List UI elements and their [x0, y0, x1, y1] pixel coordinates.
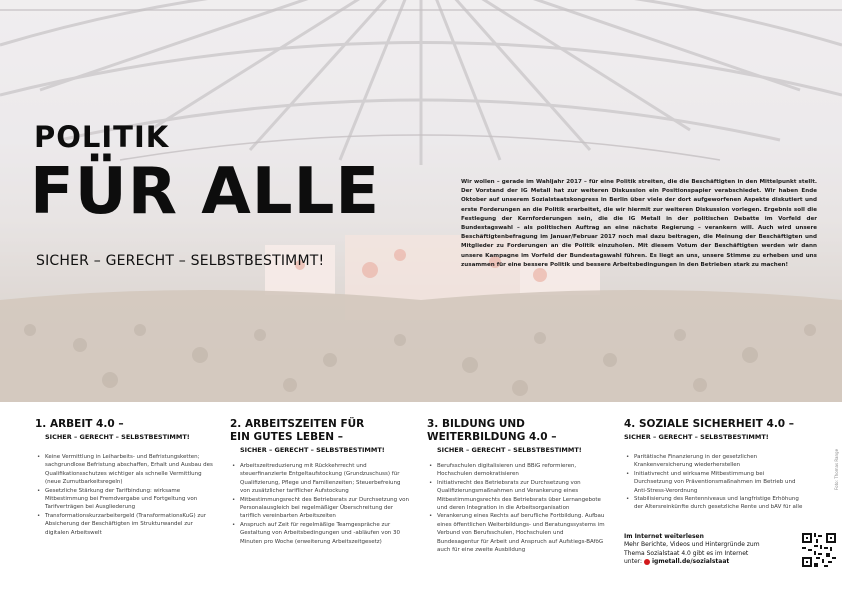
list-item: • Stabilisierung des Rentenniveaus und langfristige Erhöhung der Altersreinkünfte durch gesetzliche Rente und bAV für alle	[630, 495, 804, 512]
column-heading: 1. ARBEIT 4.0 –	[35, 418, 124, 430]
column-bildung	[427, 418, 607, 554]
read-more-box	[624, 533, 794, 567]
read-more-url-line	[624, 558, 794, 566]
list-item: • Arbeitszeitreduzierung mit Rückkehrrecht und steuerfinanzierte Entgeltaufstockung (Grundzuschuss) für Qualifizierung, Pflege und Familienzeiten; Steuerbefreiung von zusätzlicher tariflicher Aufstockung	[236, 462, 410, 496]
list-item: • Anspruch auf Zeit für regelmäßige Teamgespräche zur Gestaltung von Arbeitsbedingungen und -abläufen von 30 Minuten pro Woche (erweiterung Arbeitszeitgesetz)	[236, 521, 410, 546]
column-list	[230, 462, 410, 546]
column-arbeit	[35, 418, 215, 537]
column-soziale-sicherheit	[624, 418, 804, 512]
column-tagline: SICHER – GERECHT – SELBSTBESTIMMT!	[624, 433, 769, 441]
photo-credit: Foto: Thomas Range	[834, 448, 839, 490]
list-item: • Berufsschulen digitalisieren und BBiG reformieren, Hochschulen demokratisieren	[433, 462, 607, 479]
column-list	[35, 453, 215, 537]
list-item: • Transformationskurzarbeitergeld (TransformationsKuG) zur Absicherung der Beschäftigten im Strukturwandel zur digitalen Arbeitswelt	[41, 512, 215, 537]
list-item: • Paritätische Finanzierung in der gesetzlichen Krankenversicherung wiederherstellen	[630, 453, 804, 470]
list-item: • Verankerung eines Rechts auf berufliche Fortbildung. Aufbau eines öffentlichen Weiterbildungs- und Beratungssystems im Verbund von Berufsschulen, Hochschulen und Bundesagentur für Arbeit und Anspruch auf Aufstiegs-BAföG auch für eine zweite Ausbildung	[433, 512, 607, 554]
url-prefix: unter:	[624, 558, 643, 566]
title-fuer-alle: FÜR ALLE	[30, 155, 381, 229]
list-item: • Mitbestimmungsrecht des Betriebsrats zur Durchsetzung von Personalausgleich bei regelmäßiger Überschreitung der tariflich vereinbarten Arbeitszeiten	[236, 496, 410, 521]
list-item: • Initiativrecht des Betriebsrats zur Durchsetzung von Qualifizierungsmaßnahmen und Verankerung eines Mitbestimmungsrechts des Betriebsrats über Lernangebote und deren Integration in die Arbeitsorganisation	[433, 479, 607, 513]
title-politik: POLITIK	[34, 120, 170, 154]
list-item: • Initiativrecht und wirksame Mitbestimmung bei Durchsetzung von Präventionsmaßnahmen im Betrieb und Anti-Stress-Verordnung	[630, 470, 804, 495]
column-arbeitszeiten	[230, 418, 410, 546]
read-more-heading: Im Internet weiterlesen	[624, 533, 704, 540]
list-item: • Gesetzliche Stärkung der Tarifbindung: wirksame Mitbestimmung bei Fremdvergabe und Fortgeltung von Tarifverträgen bei Ausgliederung	[41, 487, 215, 512]
list-item: • Keine Vermittlung in Leiharbeits- und Befristungsketten; sachgrundlose Befristung abschaffen, Erhalt und Ausbau des Qualifikationsschutzes wichtiger als schnelle Vermittlung (neue Zumutbarkeitsregeln)	[41, 453, 215, 487]
qr-code-icon[interactable]	[802, 533, 836, 567]
subtitle: SICHER – GERECHT – SELBSTBESTIMMT!	[36, 253, 325, 269]
column-tagline: SICHER – GERECHT – SELBSTBESTIMMT!	[45, 433, 190, 441]
read-more-line: Thema Sozialstaat 4.0 gibt es im Internet	[624, 549, 749, 557]
intro-text: Wir wollen – gerade im Wahljahr 2017 – für eine Politik streiten, die die Beschäftigten in den Mittelpunkt stellt. Der Vorstand der IG Metall hat zur weiteren Diskussion ein Positionspapier verabschiedet. Wir haben Ende Oktober auf unserem Sozialstaatskongress in Berlin über viele der dort aufgeworfenen Aspekte diskutiert und erste Forderungen an die Politik erarbeitet, die wir hiermit zur weiteren Diskussion vorlegen. Ergebnis soll die Festlegung der Kernforderungen sein, die die IG Metall in der politischen Debatte im Vorfeld der Bundestagswahl – als politischen Auftrag an eine nächste Regierung – verankern will. Auch wird unsere Beschäftigtenbefragung im Januar/Februar 2017 noch mal dazu beitragen, die Meinung der Beschäftigten und Mitglieder zu Forderungen an die Politik einzuholen. Mit diesem Votum der Beschäftigten werden wir dann unsere Kampagne im Vorfeld der Bundestagswahl führen. Es liegt an uns, unsere Stimme zu erheben und uns zusammen für eine bessere Politik und bessere Arbeitsbedingungen in den Betrieben stark zu machen!	[461, 179, 817, 268]
website-link[interactable]: igmetall.de/sozialstaat	[651, 558, 730, 566]
column-heading: 3. BILDUNG UND WEITERBILDUNG 4.0 –	[427, 418, 557, 443]
column-heading: 4. SOZIALE SICHERHEIT 4.0 –	[624, 418, 795, 430]
column-heading: 2. ARBEITSZEITEN FÜR EIN GUTES LEBEN –	[230, 418, 365, 443]
column-tagline: SICHER – GERECHT – SELBSTBESTIMMT!	[240, 446, 385, 454]
column-list	[427, 462, 607, 554]
read-more-line: Mehr Berichte, Videos und Hintergründe zum	[624, 541, 760, 549]
pointer-icon	[644, 559, 650, 565]
column-list	[624, 453, 804, 512]
column-tagline: SICHER – GERECHT – SELBSTBESTIMMT!	[437, 446, 582, 454]
